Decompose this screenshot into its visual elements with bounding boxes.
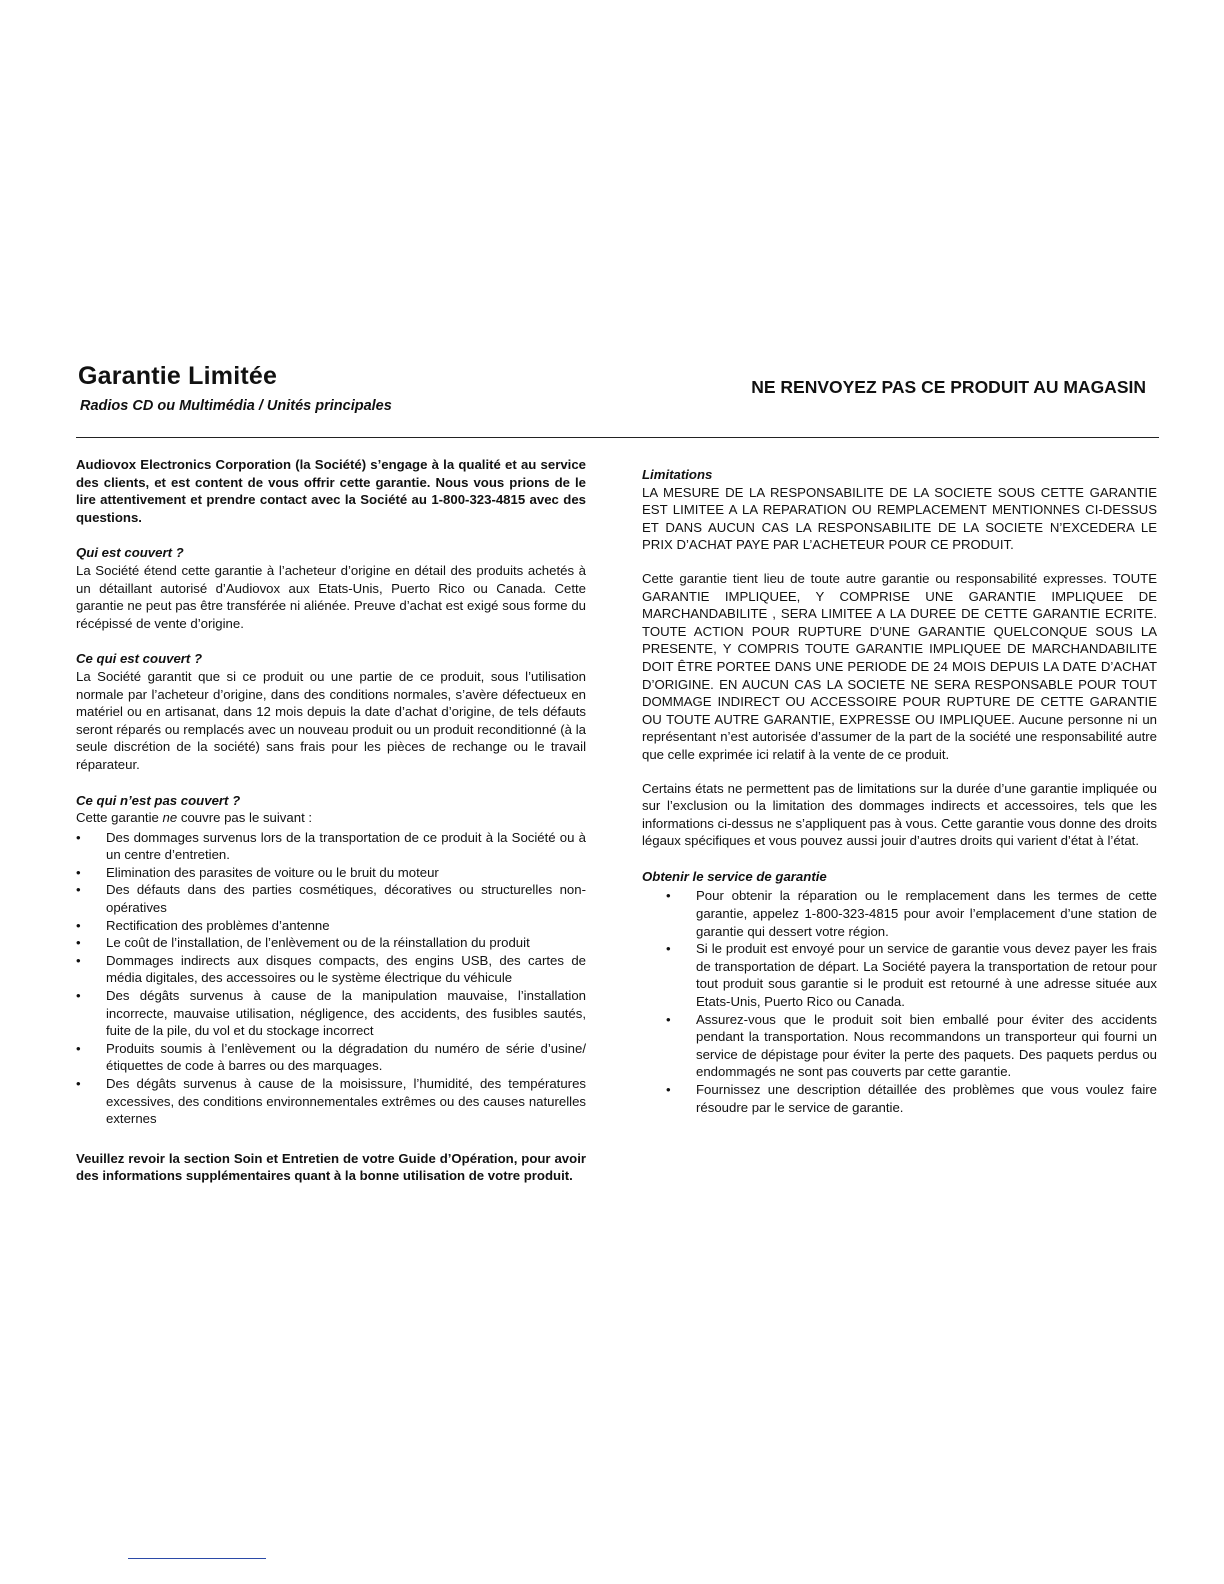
list-item-text: Rectification des problèmes d’antenne [106,917,330,933]
not-covered-list [76,829,586,1128]
list-item-text: Pour obtenir la réparation ou le remplacement dans les termes de cette garantie, appelez 1-800-323-4815 pour avoir l’emplacement d’une station de garantie qui dessert votre région. [696,888,1157,939]
limitations-heading: Limitations [642,467,713,482]
exclusive-warranty-text [642,570,1157,764]
not-covered-intro [76,809,586,827]
limitations-text: LA MESURE DE LA RESPONSABILITE DE LA SOCIETE SOUS CETTE GARANTIE EST LIMITEE A LA REPARATION OU REMPLACEMENT MENTIONNES CI-DESSUS ET DANS AUCUN CAS LA RESPONSABILITE DE LA SOCIETE N’EXCEDERA LE PRIX D’ACHAT PAYE PAR L’ACHETEUR POUR CE PRODUIT. [642,484,1157,553]
list-item [642,940,1157,1010]
return-notice-banner: NE RENVOYEZ PAS CE PRODUIT AU MAGASIN [751,377,1146,397]
exclusive-tail: Aucune personne ni un représentant n’est autorisée d’assumer de la part de la société une responsabilité autre que celle exprimée ici relatif à la vente de ce produit. [642,711,1157,762]
list-item-text: Des défauts dans des parties cosmétiques, décoratives ou structurelles non-opératives [106,882,586,916]
list-item [76,829,586,864]
bullet-icon: • [76,952,81,968]
list-item [76,864,586,882]
list-item-text: Des dégâts survenus à cause de la manipulation mauvaise, l’installation incorrecte, mauvaise utilisation, négligence, des accidents, des fusibles sautés, fuite de la pile, du vol et du stockage incorrect [106,988,586,1039]
list-item [76,917,586,935]
service-steps-list [642,887,1157,1116]
footer-line [128,1558,266,1559]
list-item [76,1075,586,1128]
list-item-text: Elimination des parasites de voiture ou le bruit du moteur [106,864,439,880]
list-item-text: Des dégâts survenus à cause de la moisissure, l’humidité, des températures excessives, des conditions environnementales extrêmes ou des causes naturelles externes [106,1076,586,1127]
list-item [642,1081,1157,1116]
page-subtitle: Radios CD ou Multimédia / Unités principales [80,398,392,414]
bullet-icon: • [76,1040,81,1056]
not-covered-intro-end: couvre pas le suivant : [177,810,313,826]
obtain-service-heading: Obtenir le service de garantie [642,868,827,884]
bullet-icon: • [76,917,81,933]
bullet-icon: • [76,935,81,951]
bullet-icon: • [76,988,81,1004]
not-covered-heading: Ce qui n’est pas couvert ? [76,792,241,808]
closing-paragraph: Veuillez revoir la section Soin et Entretien de votre Guide d’Opération, pour avoir des informations supplémentaires quant à la bonne utilisation de votre produit. [76,1150,586,1184]
left-column [76,456,586,1185]
bullet-icon: • [666,1011,671,1027]
list-item-text: Produits soumis à l’enlèvement ou la dégradation du numéro de série d’usine/étiquettes de code à barres ou des marquages. [106,1040,586,1074]
what-covered-text: La Société garantit que si ce produit ou une partie de ce produit, sous l’utilisation normale par l’acheteur d’origine, dans des conditions normales, s’avère défectueux en matériel ou en artisanat, dans 12 mois depuis la date d’achat d’origine, de tels défauts seront réparés ou remplacés avec un nouveau produit ou un produit reconditionné (à la seule discrétion de la société) sans frais pour les pièces de rechange ou le travail réparateur. [76,668,586,772]
state-rights-text: Certains états ne permettent pas de limitations sur la durée d’une garantie impliquée ou sur l’exclusion ou la limitation des dommages indirects et accessoires, tels que les informations ci-dessus ne s’appliquent pas à vous. Cette garantie vous donne des droits légaux spécifiques et vous pouvez aussi jouir d’autres droits qui varient d’état à l’état. [642,780,1157,849]
bullet-icon: • [666,1082,671,1097]
bullet-icon: • [76,1076,81,1091]
header-divider [76,437,1159,438]
bullet-icon: • [76,829,81,845]
exclusive-caps: TOUTE GARANTIE IMPLIQUEE, Y COMPRISE UNE GARANTIE IMPLIQUEE DE MARCHANDABILITE , SERA LIMITEE A LA DUREE DE CETTE GARANTIE ECRITE. TOUTE ACTION POUR RUPTURE D’UNE GARANTIE QUELCONQUE SOUS LA PRESENTE, Y COMPRIS TOUTE GARANTIE IMPLIQUEE DE MARCHANDABILITE DOIT ÊTRE PORTEE DANS UNE PERIODE DE 24 MOIS DEPUIS LA DATE D’ACHAT D’ORIGINE. EN AUCUN CAS LA SOCIETE NE SERA RESPONSABLE POUR TOUT DOMMAGE INDIRECT OU ACCESSOIRE POUR RUPTURE DE CETTE GARANTIE OU TOUTE AUTRE GARANTIE, EXPRESSE OU IMPLIQUEE. [642,570,1157,727]
bullet-icon: • [666,888,671,904]
list-item [76,881,586,916]
list-item [76,987,586,1040]
who-covered-heading: Qui est couvert ? [76,545,184,561]
list-item-text: Le coût de l’installation, de l’enlèvement ou de la réinstallation du produit [106,935,530,951]
list-item-text: Fournissez une description détaillée des problèmes que vous voulez faire résoudre par le service de garantie. [696,1082,1157,1115]
list-item [642,887,1157,940]
not-covered-intro-start: Cette garantie [76,810,163,826]
list-item [76,1040,586,1075]
exclusive-lead: Cette garantie tient lieu de toute autre garantie ou responsabilité expresses. [642,570,1107,586]
bullet-icon: • [666,941,671,957]
not-covered-intro-emphasis: ne [162,810,178,826]
list-item-text: Si le produit est envoyé pour un service de garantie vous devez payer les frais de transportation de départ. La Société payera la transportation de retour pour tout produit sous garantie si le produit est retourné à une adresse située aux Etats-Unis, Puerto Rico ou Canada. [696,941,1157,1010]
right-column [642,466,1157,1116]
page-title: Garantie Limitée [78,362,278,390]
list-item-text: Dommages indirects aux disques compacts, des engins USB, des cartes de média digitales, des accessoires ou le système électrique du véhicule [106,952,586,986]
bullet-icon: • [76,864,81,880]
list-item-text: Des dommages survenus lors de la transportation de ce produit à la Société ou à un centre d’entretien. [106,829,586,863]
list-item-text: Assurez-vous que le produit soit bien emballé pour éviter des accidents pendant la transportation. Nous recommandons un transporteur qui fourni un service de dépistage pour éviter la perte des paquets. Des paquets perdus ou endommagés ne sont pas couverts par cette garantie. [696,1011,1157,1080]
intro-paragraph: Audiovox Electronics Corporation (la Société) s’engage à la qualité et au service des clients, et est content de vous offrir cette garantie. Nous vous prions de le lire attentivement et prendre contact avec la Société au 1-800-323-4815 avec des questions. [76,457,586,525]
bullet-icon: • [76,882,81,898]
list-item [76,952,586,987]
list-item [76,934,586,952]
who-covered-text: La Société étend cette garantie à l’acheteur d’origine en détail des produits achetés à un détaillant autorisé d’Audiovox aux Etats-Unis, Puerto Rico ou Canada. Cette garantie ne peut pas être transférée ni aliénée. Preuve d’achat est exigé sous forme du récépissé de vente d’origine. [76,562,586,631]
what-covered-heading: Ce qui est couvert ? [76,651,203,667]
list-item [642,1011,1157,1081]
